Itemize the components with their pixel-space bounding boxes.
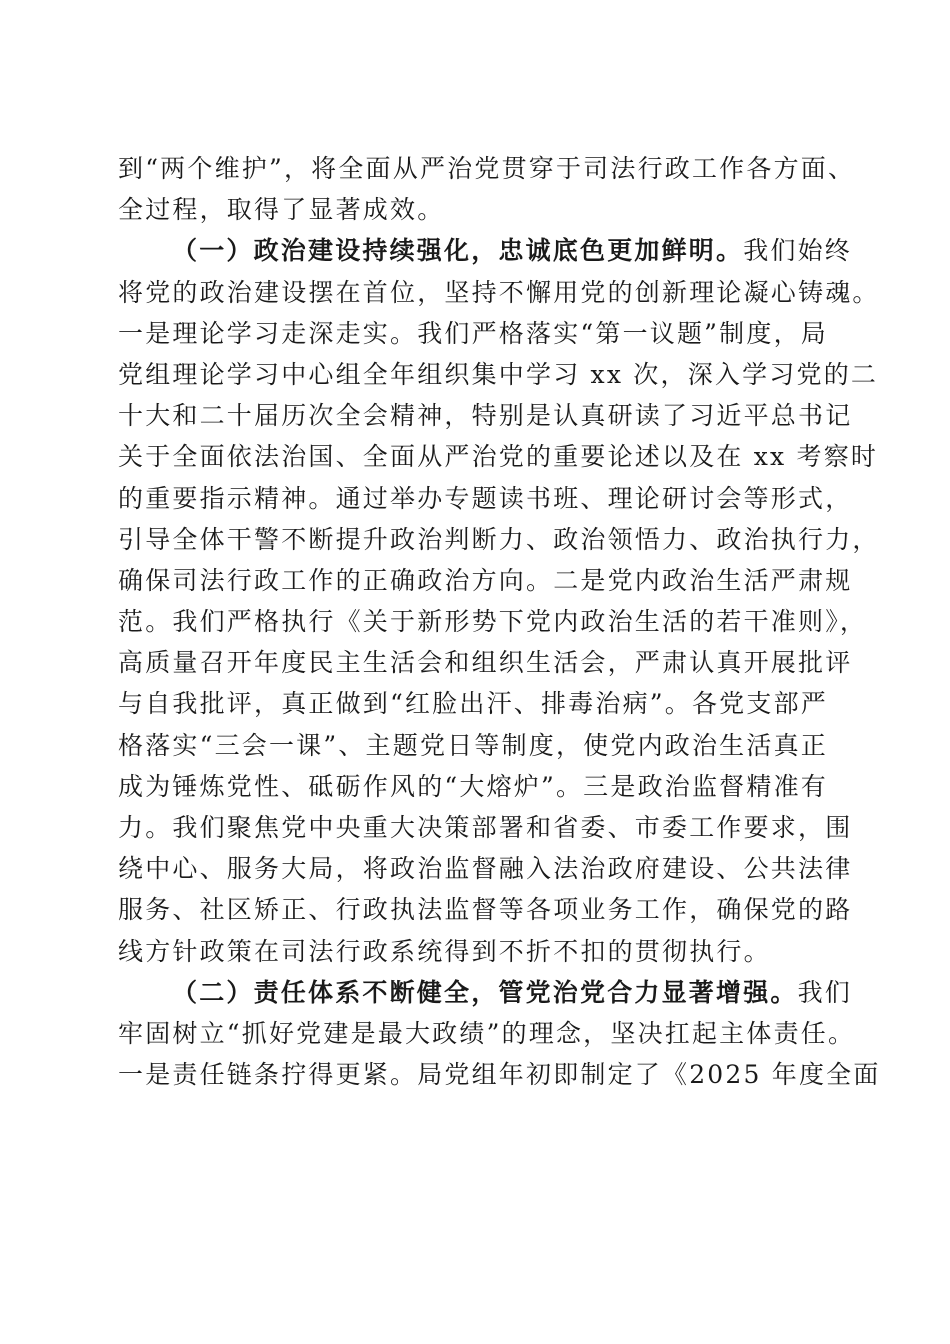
text-line: 确保司法行政工作的正确政治方向。二是党内政治生活严肃规: [118, 565, 853, 595]
text-line: 高质量召开年度民主生活会和组织生活会，严肃认真开展批评: [118, 648, 853, 678]
document-body: [118, 148, 881, 1095]
paragraph-1: [118, 148, 856, 230]
text-run: 我们始终: [743, 236, 853, 266]
text-line: 一是理论学习走深走实。我们严格落实“第一议题”制度，局: [118, 318, 828, 348]
text-line: 引导全体干警不断提升政治判断力、政治领悟力、政治执行力，: [118, 524, 880, 554]
text-run: 我们: [797, 977, 853, 1007]
section-heading: （二）责任体系不断健全，管党治党合力显著增强。: [172, 977, 798, 1007]
text-line: 到“两个维护”，将全面从严治党贯穿于司法行政工作各方面、: [118, 154, 856, 183]
text-line: 关于全面依法治国、全面从严治党的重要论述以及在 xx 考察时: [118, 442, 879, 472]
text-line: 十大和二十届历次全会精神，特别是认真研读了习近平总书记: [118, 401, 853, 431]
text-line: 与自我批评，真正做到“红脸出汗、排毒治病”。各党支部严: [118, 689, 828, 719]
text-line: 范。我们严格执行《关于新形势下党内政治生活的若干准则》，: [118, 607, 868, 637]
text-line: 服务、社区矫正、行政执法监督等各项业务工作，确保党的路: [118, 895, 853, 925]
text-line: 牢固树立“抓好党建是最大政绩”的理念，坚决扛起主体责任。: [118, 1018, 856, 1048]
text-line: 将党的政治建设摆在首位，坚持不懈用党的创新理论凝心铸魂。: [118, 277, 880, 307]
text-line: 的重要指示精神。通过举办专题读书班、理论研讨会等形式，: [118, 483, 853, 513]
paragraph-3: [118, 972, 881, 1096]
text-line: 全过程，取得了显著成效。: [118, 195, 445, 225]
paragraph-2: [118, 230, 880, 971]
text-line: 党组理论学习中心组全年组织集中学习 xx 次，深入学习党的二: [118, 359, 879, 389]
text-line: 格落实“三会一课”、主题党日等制度，使党内政治生活真正: [118, 730, 828, 760]
paragraph-first-line: [118, 230, 853, 271]
text-line: 线方针政策在司法行政系统得到不折不扣的贯彻执行。: [118, 936, 771, 966]
section-heading: （一）政治建设持续强化，忠诚底色更加鲜明。: [172, 236, 744, 266]
text-line: 成为锤炼党性、砥砺作风的“大熔炉”。三是政治监督精准有: [118, 771, 828, 801]
text-line: 一是责任链条拧得更紧。局党组年初即制定了《2025 年度全面: [118, 1060, 881, 1090]
paragraph-first-line: [118, 972, 853, 1013]
text-line: 力。我们聚焦党中央重大决策部署和省委、市委工作要求，围: [118, 813, 853, 842]
text-line: 绕中心、服务大局，将政治监督融入法治政府建设、公共法律: [118, 854, 853, 884]
